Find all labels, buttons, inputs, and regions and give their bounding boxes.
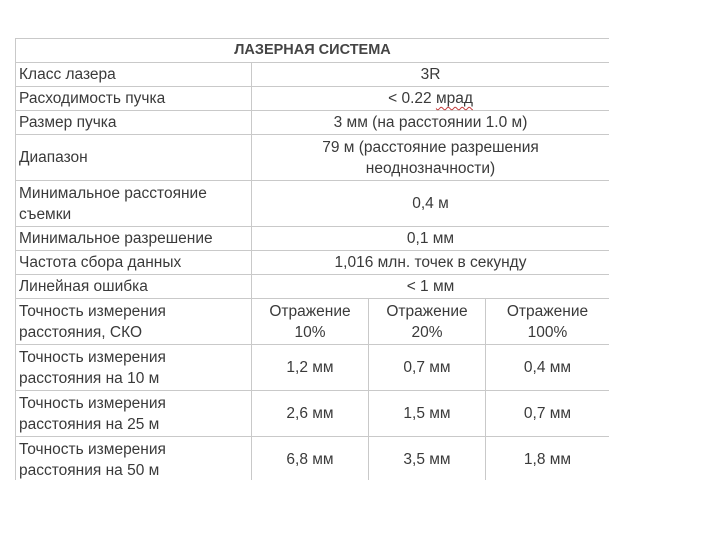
row-value-beam-size: 3 мм (на расстоянии 1.0 м) (252, 111, 610, 135)
row-label-linearity-error: Линейная ошибка (16, 275, 252, 299)
table-row (16, 135, 610, 181)
reflectance-10-header-line-1: Отражение (269, 302, 351, 320)
reflectance-20-header-line-2: 20% (411, 323, 443, 341)
accuracy-header-label-line-1: Точность измерения (19, 302, 166, 320)
row-value-laser-class: 3R (252, 63, 610, 87)
reflectance-100-header (486, 299, 610, 345)
accuracy-25m-reflect-20: 1,5 мм (369, 391, 486, 437)
accuracy-25m-label-line-2: расстояния на 25 м (19, 415, 160, 433)
accuracy-10m-label (16, 345, 252, 391)
table-row (16, 391, 610, 437)
accuracy-header-label (16, 299, 252, 345)
spec-sheet (15, 38, 609, 480)
accuracy-25m-label (16, 391, 252, 437)
table-row (16, 181, 610, 227)
accuracy-10m-reflect-20: 0,7 мм (369, 345, 486, 391)
row-value-linearity-error: < 1 мм (252, 275, 610, 299)
accuracy-50m-label (16, 437, 252, 481)
range-value-line-2: неоднозначности) (365, 159, 496, 177)
row-label-data-rate: Частота сбора данных (16, 251, 252, 275)
accuracy-50m-reflect-100: 1,8 мм (486, 437, 610, 481)
accuracy-50m-reflect-10: 6,8 мм (252, 437, 369, 481)
reflectance-20-header-line-1: Отражение (386, 302, 468, 320)
row-label-beam-divergence: Расходимость пучка (16, 87, 252, 111)
row-label-min-scan-distance (16, 181, 252, 227)
reflectance-10-header (252, 299, 369, 345)
laser-spec-table (15, 38, 609, 480)
accuracy-50m-reflect-20: 3,5 мм (369, 437, 486, 481)
table-row (16, 63, 610, 87)
accuracy-10m-label-line-1: Точность измерения (19, 348, 166, 366)
row-value-data-rate: 1,016 млн. точек в секунду (252, 251, 610, 275)
table-row (16, 345, 610, 391)
table-title: ЛАЗЕРНАЯ СИСТЕМА (16, 39, 610, 63)
row-value-min-scan-distance: 0,4 м (252, 181, 610, 227)
table-row (16, 227, 610, 251)
accuracy-50m-label-line-2: расстояния на 50 м (19, 461, 160, 479)
row-value-beam-divergence (252, 87, 610, 111)
reflectance-100-header-line-1: Отражение (506, 302, 589, 320)
table-row (16, 251, 610, 275)
table-row (16, 275, 610, 299)
range-value-line-1: 79 м (расстояние разрешения (322, 138, 539, 156)
spellcheck-flagged-word: мрад (435, 90, 473, 107)
accuracy-25m-label-line-1: Точность измерения (19, 394, 166, 412)
min-scan-distance-label-line-1: Минимальное расстояние (19, 184, 207, 202)
divergence-value: < 0.22 (388, 90, 436, 107)
accuracy-10m-reflect-100: 0,4 мм (486, 345, 610, 391)
accuracy-50m-label-line-1: Точность измерения (19, 440, 166, 458)
table-title-row (16, 39, 610, 63)
reflectance-10-header-line-2: 10% (294, 323, 326, 341)
accuracy-10m-reflect-10: 1,2 мм (252, 345, 369, 391)
row-label-beam-size: Размер пучка (16, 111, 252, 135)
accuracy-25m-reflect-100: 0,7 мм (486, 391, 610, 437)
table-row (16, 437, 610, 481)
row-value-min-resolution: 0,1 мм (252, 227, 610, 251)
reflectance-20-header (369, 299, 486, 345)
table-row (16, 87, 610, 111)
min-scan-distance-label-line-2: съемки (19, 205, 72, 223)
row-value-range (252, 135, 610, 181)
row-label-min-resolution: Минимальное разрешение (16, 227, 252, 251)
row-label-laser-class: Класс лазера (16, 63, 252, 87)
accuracy-header-row (16, 299, 610, 345)
accuracy-10m-label-line-2: расстояния на 10 м (19, 369, 160, 387)
reflectance-100-header-line-2: 100% (527, 323, 568, 341)
accuracy-25m-reflect-10: 2,6 мм (252, 391, 369, 437)
row-label-range: Диапазон (16, 135, 252, 181)
table-row (16, 111, 610, 135)
accuracy-header-label-line-2: расстояния, СКО (19, 323, 143, 341)
